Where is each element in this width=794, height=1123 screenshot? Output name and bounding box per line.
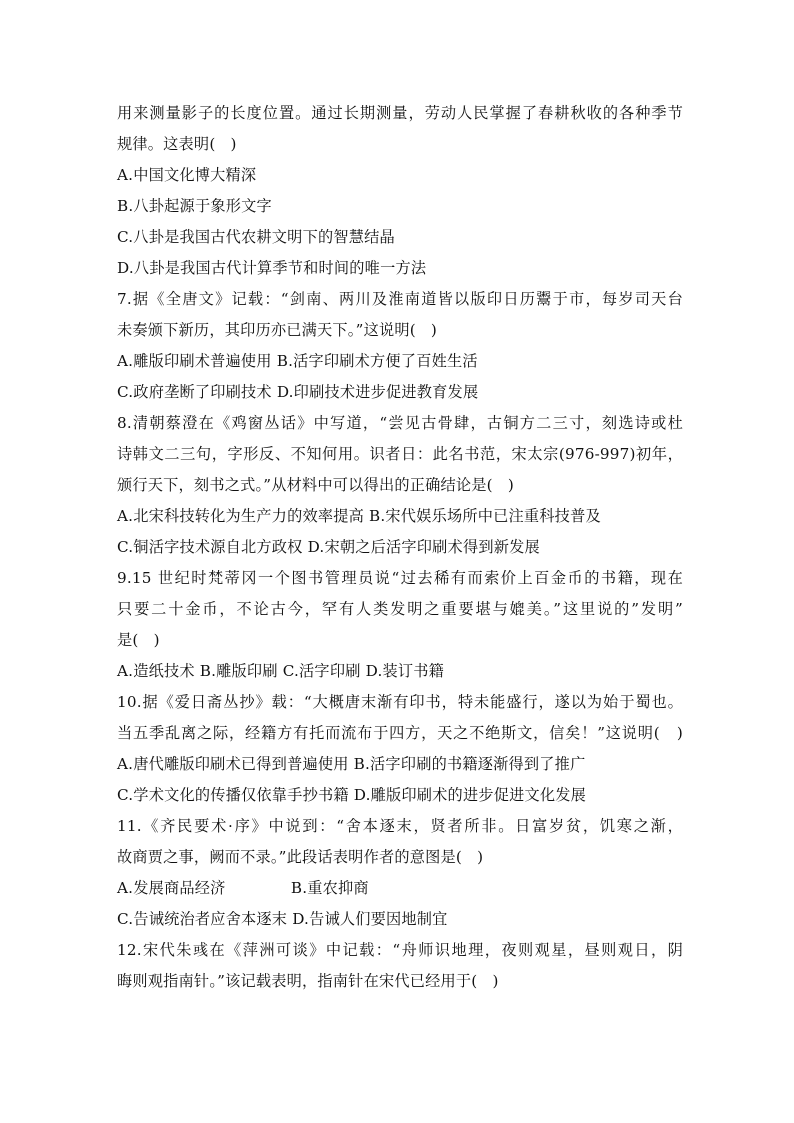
text-line: 只要二十金币，不论古今，罕有人类发明之重要堪与媲美。”这里说的”发明” xyxy=(117,600,683,618)
text-line: 8.清朝蔡澄在《鸡窗丛话》中写道，“尝见古骨肆，古铜方二三寸，刻选诗或杜 xyxy=(117,414,683,432)
text-line: 11.《齐民要术·序》中说到：“舍本逐末，贤者所非。日富岁贫，饥寒之渐， xyxy=(117,817,683,835)
text-line: 规律。这表明( ) xyxy=(117,135,237,153)
text-line: C.学术文化的传播仅依靠手抄书籍 D.雕版印刷术的进步促进文化发展 xyxy=(117,786,587,804)
text-line: 7.据《全唐文》记载：“剑南、两川及淮南道皆以版印日历鬻于市，每岁司天台 xyxy=(117,290,683,308)
text-line: 12.宋代朱彧在《萍洲可谈》中记载：“舟师识地理，夜则观星，昼则观日，阴 xyxy=(117,941,683,959)
text-line: 颁行天下，刻书之式。”从材料中可以得出的正确结论是( ) xyxy=(117,476,514,494)
text-line: C.告诫统治者应舍本逐末 D.告诫人们要因地制宜 xyxy=(117,910,448,928)
text-line: A.中国文化博大精深 xyxy=(117,166,257,184)
text-line: 未奏颁下新历，其印历亦已满天下。”这说明( ) xyxy=(117,321,438,339)
text-line: 当五季乱离之际，经籍方有托而流布于四方，天之不绝斯文，信矣！”这说明( ) xyxy=(117,724,683,742)
document-page xyxy=(117,98,683,997)
text-line: D.八卦是我国古代计算季节和时间的唯一方法 xyxy=(117,259,427,277)
text-line: C.政府垄断了印刷技术 D.印刷技术进步促进教育发展 xyxy=(117,383,479,401)
text-line: B.八卦起源于象形文字 xyxy=(117,197,272,215)
text-line: 故商贾之事，阙而不录。”此段话表明作者的意图是( ) xyxy=(117,848,484,866)
text-line: A.发展商品经济 B.重农抑商 xyxy=(117,879,369,897)
text-line: 9.15 世纪时梵蒂冈一个图书管理员说“过去稀有而索价上百金币的书籍，现在 xyxy=(117,569,683,587)
text-line: 用来测量影子的长度位置。通过长期测量，劳动人民掌握了春耕秋收的各种季节 xyxy=(117,104,683,122)
text-line: 10.据《爱日斋丛抄》载：“大概唐末渐有印书，特未能盛行，遂以为始于蜀也。 xyxy=(117,693,683,711)
text-line: C.八卦是我国古代农耕文明下的智慧结晶 xyxy=(117,228,395,246)
text-line: C.铜活字技术源自北方政权 D.宋朝之后活字印刷术得到新发展 xyxy=(117,538,540,556)
text-line: 是( ) xyxy=(117,631,160,649)
text-line: A.雕版印刷术普遍使用 B.活字印刷术方便了百姓生活 xyxy=(117,352,478,370)
text-line: A.北宋科技转化为生产力的效率提高 B.宋代娱乐场所中已注重科技普及 xyxy=(117,507,601,525)
text-line: A.造纸技术 B.雕版印刷 C.活字印刷 D.装订书籍 xyxy=(117,662,445,680)
text-line: 诗韩文二三句，字形反、不知何用。识者日：此名书范，宋太宗(976-997)初年， xyxy=(117,445,683,463)
text-line: A.唐代雕版印刷术已得到普遍使用 B.活字印刷的书籍逐渐得到了推广 xyxy=(117,755,586,773)
text-line: 晦则观指南针。”该记载表明，指南针在宋代已经用于( ) xyxy=(117,972,499,990)
